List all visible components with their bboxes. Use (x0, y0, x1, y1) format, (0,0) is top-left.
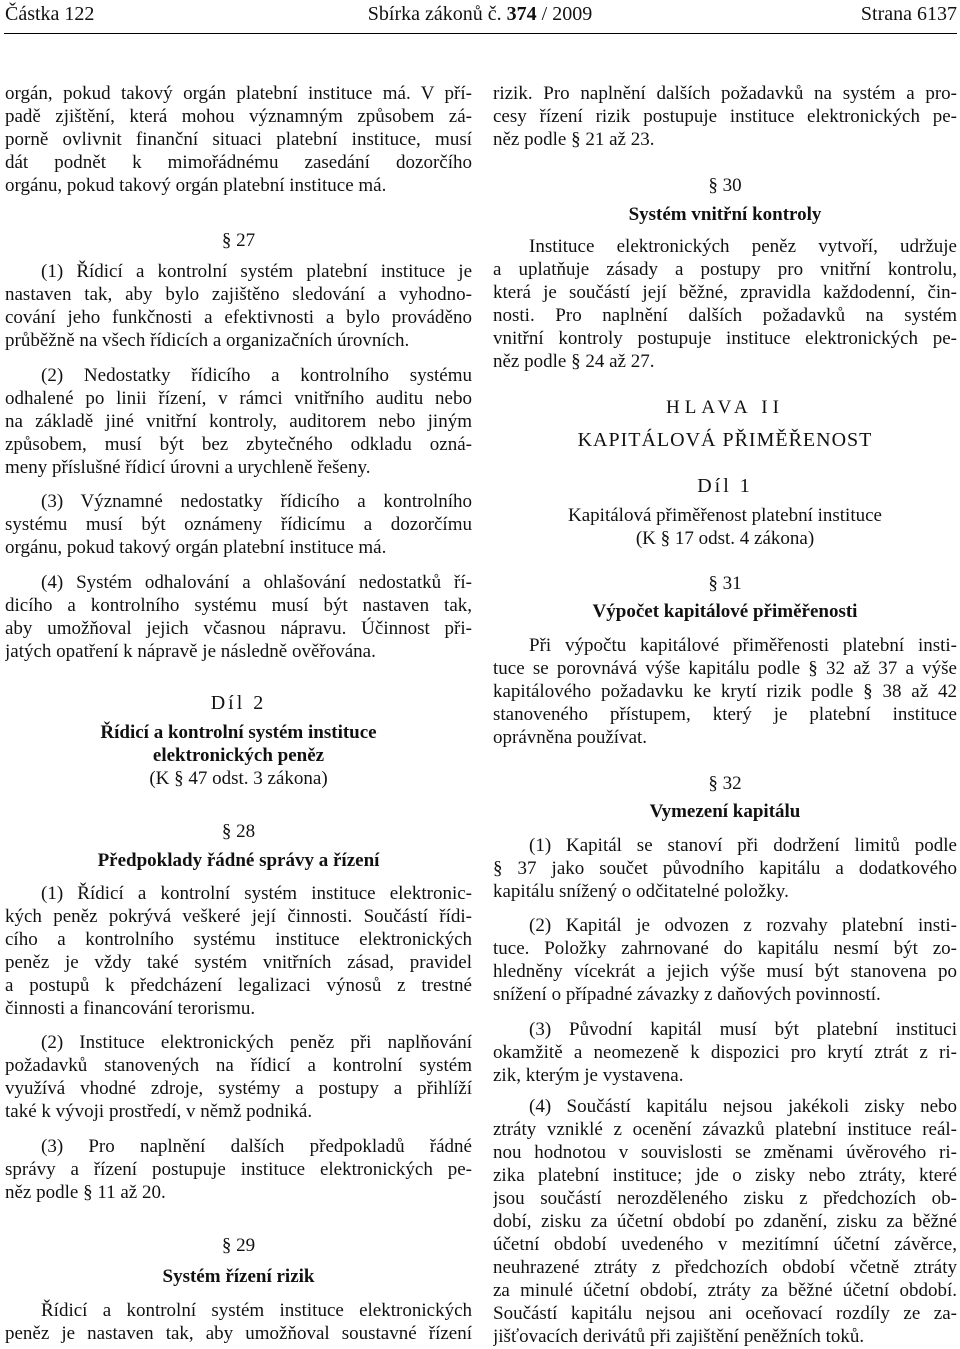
s27-paragraph-1 (5, 260, 472, 352)
part-1-reference (493, 527, 957, 550)
section-number: § 28 (221, 821, 256, 842)
text-line: průběžně na všech řídicích a organizačních úrovních. (5, 330, 410, 351)
s32-paragraph-1 (493, 834, 957, 903)
law-year: / 2009 (541, 3, 593, 25)
s30-paragraph-1 (493, 235, 957, 373)
text-line: Při výpočtu kapitálové přiměřenosti platební insti- (529, 635, 957, 656)
text-line: tuce se porovnává výše kapitálu podle § 32 až 37 a výše (493, 658, 957, 679)
text-line: kapitálu snížený o odčitatelné položky. (493, 881, 789, 902)
section-title-32 (493, 800, 957, 823)
text-line: oprávněna používat. (493, 727, 648, 748)
text-line: něz podle § 11 až 20. (5, 1182, 166, 1203)
law-number: 374 (506, 3, 537, 25)
section-number: § 31 (708, 573, 742, 594)
section-number: § 29 (221, 1235, 256, 1256)
section-title-30 (493, 203, 957, 226)
text-line: padě zjištění, která mohou významným způsobem zá- (5, 106, 472, 127)
text-line: a uplatňuje zásady a postupy pro vnitřní kontrolu, (493, 259, 957, 280)
text-line: systému musí být oznámeny řídicímu a dozorčímu (5, 514, 472, 535)
text-line: porně ovlivnit finanční situaci platební instituce, musí (5, 129, 472, 150)
text-line: orgán, pokud takový orgán platební instituce má. V pří- (5, 83, 472, 104)
text-line: orgánu, pokud takový orgán platební instituce má. (5, 175, 387, 196)
text-line: (2) Instituce elektronických peněz při naplňování (41, 1032, 472, 1053)
text-line: (1) Řídicí a kontrolní systém instituce elektronic- (41, 883, 472, 904)
text-line: (4) Systém odhalování a ohlašování nedostatků ří- (41, 572, 472, 593)
section-label-32 (493, 772, 957, 795)
part-2-label (5, 692, 472, 715)
text-line: nou hodnotou v souvislosti se změnami úvěrového ri- (493, 1142, 957, 1163)
collection-name: Sbírka zákonů č. (367, 3, 502, 25)
left-column (5, 0, 472, 1349)
text-line: kapitálového požadavku ke krytí rizik podle § 38 až 42 (493, 681, 957, 702)
head-2-title (493, 429, 957, 452)
text-line: snížení o případné závazky z daňových povinností. (493, 984, 881, 1005)
text-line: vnitřní kontroly postupuje instituce elektronických pe- (493, 328, 957, 349)
section-label-30 (493, 174, 957, 197)
part-title-line: Kapitálová přiměřenost platební instituce (568, 505, 882, 526)
text-line: Součástí kapitálu nejsou ani oceňovací rozdíly ze za- (493, 1303, 957, 1324)
text-line: dát podnět k mimořádnému zasedání dozorčího (5, 152, 472, 173)
section-title: Předpoklady řádné správy a řízení (97, 850, 380, 871)
text-line: nastaven tak, aby bylo zajištěno sledování a vyhodno- (5, 284, 472, 305)
text-line: odhalené po linii řízení, v rámci vnitřního auditu nebo (5, 388, 472, 409)
text-line: meny příslušné řídicí úrovni a urychleně řešeny. (5, 457, 371, 478)
text-line: také k vývoji prostředí, v němž podniká. (5, 1101, 313, 1122)
text-line: ztráty vzniklé z ocenění závazků platební instituce reál- (493, 1119, 957, 1140)
section-title-28 (5, 849, 472, 872)
text-line: dicího a kontrolního systému musí být nastaven tak, (5, 595, 472, 616)
text-line: (2) Nedostatky řídicího a kontrolního systému (41, 365, 472, 386)
text-line: činnosti a financování terorismu. (5, 998, 256, 1019)
text-line: která je součástí její běžné, zpravidla každodenní, čin- (493, 282, 957, 303)
continued-paragraph (493, 82, 957, 151)
head-number: HLAVA II (666, 397, 784, 418)
text-line: kých peněz pokrývá veškeré její činnosti. Součástí řídi- (5, 906, 472, 927)
text-line: peněz je nastaven tak, aby umožňoval soustavné řízení (5, 1323, 472, 1344)
text-line: jišťovacích derivátů při zajištění peněžních toků. (493, 1326, 865, 1347)
s31-paragraph-1 (493, 634, 957, 749)
text-line: dobí, zisku za účetní období po zdanění, zisku za běžné (493, 1211, 957, 1232)
part-2-reference (5, 767, 472, 790)
text-line: stanoveného přístupem, který je platební instituce (493, 704, 957, 725)
text-line: jsou součástí nerozděleného zisku z předchozích ob- (493, 1188, 957, 1209)
text-line: (1) Řídicí a kontrolní systém platební instituce je (41, 261, 472, 282)
part-title-line: Řídicí a kontrolní systém instituce (100, 722, 377, 743)
text-line: na základě jiné vnitřní kontroly, auditorem nebo jiným (5, 411, 472, 432)
section-title-31 (493, 600, 957, 623)
text-line: cesy řízení rizik postupuje instituce elektronických pe- (493, 106, 957, 127)
text-line: (3) Původní kapitál musí být platební instituci (529, 1019, 957, 1040)
text-line: zika platební instituce; jde o zisky nebo ztráty, které (493, 1165, 957, 1186)
text-line: a postupů k předcházení legalizaci výnosů z trestné (5, 975, 472, 996)
text-line: jatých opatření k nápravě je následně ověřována. (5, 641, 376, 662)
section-title: Systém řízení rizik (162, 1266, 315, 1287)
text-line: využívá vhodné zdroje, systémy a postupy a přihlíží (5, 1078, 472, 1099)
issue-number: Částka 122 (5, 3, 95, 25)
s32-paragraph-3 (493, 1018, 957, 1087)
text-line: něz podle § 24 až 27. (493, 351, 655, 372)
head-2-label (493, 396, 957, 419)
text-line: orgánu, pokud takový orgán platební instituce má. (5, 537, 387, 558)
part-2-title (5, 721, 472, 767)
s32-paragraph-2 (493, 914, 957, 1006)
section-number: § 30 (708, 175, 742, 196)
s27-paragraph-3 (5, 490, 472, 559)
section-label-29 (5, 1234, 472, 1257)
text-line: něz podle § 21 až 23. (493, 129, 655, 150)
s28-paragraph-2 (5, 1031, 472, 1123)
s29-paragraph-1 (5, 1299, 472, 1345)
text-line: rizik. Pro naplnění dalších požadavků na systém a pro- (493, 83, 957, 104)
right-column (493, 0, 957, 1349)
text-line: (4) Součástí kapitálu nejsou jakékoli zisky nebo (529, 1096, 957, 1117)
section-label-28 (5, 820, 472, 843)
section-title: Vymezení kapitálu (649, 801, 801, 822)
part-1-title (493, 504, 957, 527)
text-line: nosti. Pro naplnění dalších požadavků na systém (493, 305, 957, 326)
text-line: za minulé účetní období, ztráty za běžné účetní období. (493, 1280, 957, 1301)
part-1-label (493, 475, 957, 498)
text-line: okamžitě a neomezeně k dispozici pro krytí ztrát z ri- (493, 1042, 957, 1063)
text-line: účetní období uvedeného v mezitímní účetní závěrce, (493, 1234, 957, 1255)
text-line: (1) Kapitál se stanoví při dodržení limitů podle (529, 835, 957, 856)
legal-reference: (K § 47 odst. 3 zákona) (149, 768, 328, 789)
text-line: zik, kterým je vystavena. (493, 1065, 684, 1086)
text-line: hledněny vícekrát a jejich výše musí být stanovena po (493, 961, 957, 982)
text-line: § 37 jako součet původního kapitálu a dodatkového (493, 858, 957, 879)
text-line: tuce. Položky zahrnované do kapitálu nesmí být zo- (493, 938, 957, 959)
text-line: požadavků stanovených na řídicí a kontrolní systém (5, 1055, 472, 1076)
text-line: (3) Významné nedostatky řídicího a kontrolního (41, 491, 472, 512)
legal-reference: (K § 17 odst. 4 zákona) (635, 528, 815, 549)
head-title: KAPITÁLOVÁ PŘIMĚŘENOST (577, 429, 873, 451)
part-title-line: elektronických peněz (152, 745, 325, 766)
s27-paragraph-2 (5, 364, 472, 479)
s28-paragraph-3 (5, 1135, 472, 1204)
text-line: Řídicí a kontrolní systém instituce elektronických (41, 1300, 472, 1321)
section-number: § 27 (221, 230, 256, 251)
section-title: Výpočet kapitálové přiměřenosti (592, 601, 858, 622)
page-number: Strana 6137 (860, 3, 957, 25)
section-title: Systém vnitřní kontroly (628, 204, 822, 225)
text-line: způsobem, musí být bez zbytečného odkladu ozná- (5, 434, 472, 455)
text-line: neuhrazené ztráty z předchozích období včetně ztráty (493, 1257, 957, 1278)
text-line: cování jeho funkčnosti a efektivnosti a bylo prováděno (5, 307, 472, 328)
part-number: Díl 2 (210, 692, 267, 714)
s27-paragraph-4 (5, 571, 472, 663)
section-number: § 32 (708, 773, 742, 794)
text-line: (3) Pro naplnění dalších předpokladů řádné (41, 1136, 472, 1157)
s32-paragraph-4 (493, 1095, 957, 1348)
section-label-31 (493, 572, 957, 595)
text-line: (2) Kapitál je odvozen z rozvahy platební insti- (529, 915, 957, 936)
part-number: Díl 1 (697, 475, 753, 497)
s28-paragraph-1 (5, 882, 472, 1020)
text-line: správy a řízení postupuje instituce elektronických pe- (5, 1159, 472, 1180)
text-line: aby umožňoval jejich včasnou nápravu. Účinnost při- (5, 618, 472, 639)
continued-paragraph (5, 82, 472, 197)
text-line: Instituce elektronických peněz vytvoří, udržuje (529, 236, 957, 257)
section-title-29 (5, 1265, 472, 1288)
section-label-27 (5, 229, 472, 252)
text-line: peněz je vždy také systém vnitřních zásad, pravidel (5, 952, 472, 973)
text-line: cího a kontrolního systému instituce elektronických (5, 929, 472, 950)
